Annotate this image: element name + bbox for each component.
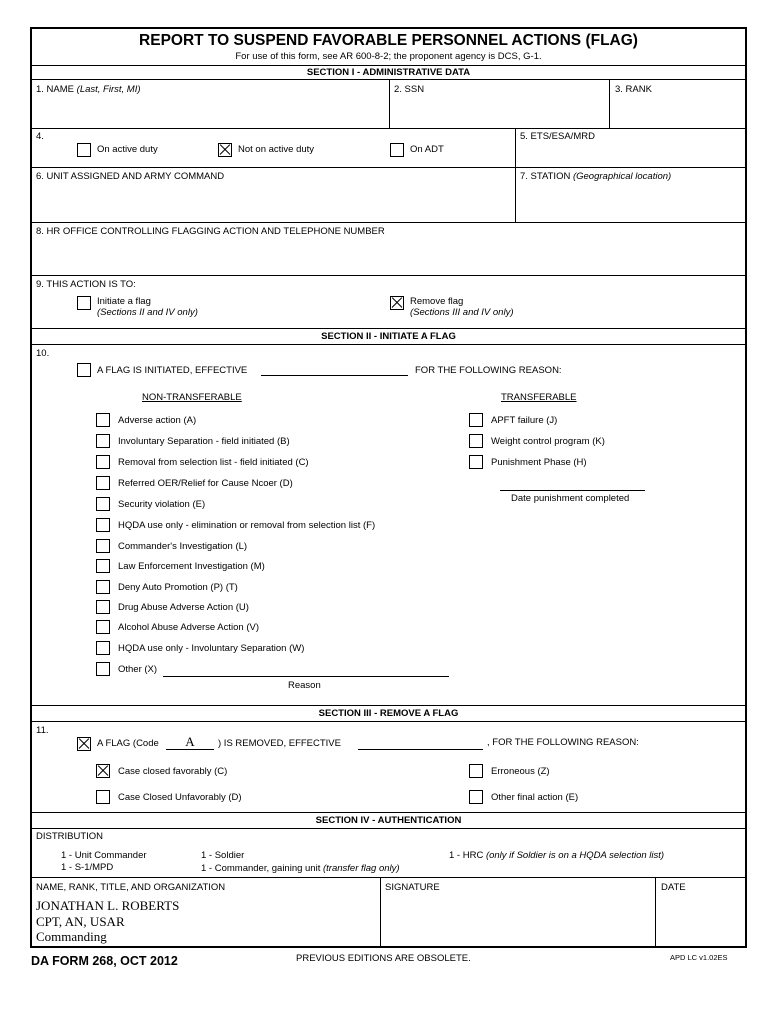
item-4-label: 4. [36,131,44,142]
remove-other-final-action-e-label: Other final action (E) [491,792,579,803]
reason-security-violation-e-label: Security violation (E) [118,499,206,510]
dist-unit-commander: 1 - Unit Commander [61,850,147,861]
other-reason-field[interactable] [163,676,449,677]
remove-erroneous-z-label: Erroneous (Z) [491,766,550,777]
remove-erroneous-z-checkbox[interactable] [469,764,483,778]
name-label: 1. NAME (Last, First, MI) [36,84,141,95]
reason-commander-s-investigation-l-checkbox[interactable] [96,539,110,553]
unit-label: 6. UNIT ASSIGNED AND ARMY COMMAND [36,171,225,182]
initiated-reason-label: FOR THE FOLLOWING REASON: [415,365,562,376]
flag-initiated-label: A FLAG IS INITIATED, EFFECTIVE [97,365,248,376]
initiate-flag-checkbox[interactable] [77,296,91,310]
rank-label: 3. RANK [615,84,652,95]
not-on-active-duty-checkbox[interactable] [218,143,232,157]
reason-referred-oer-relief-for-cause-ncoer-d-checkbox[interactable] [96,476,110,490]
flag-removed-checkbox[interactable] [77,737,91,751]
reason-other-x-label: Other (X) [118,664,158,675]
unit-field[interactable] [36,184,510,220]
reason-punishment-phase-h-label: Punishment Phase (H) [491,457,587,468]
flag-removed-label: ) IS REMOVED, EFFECTIVE [218,738,341,749]
date-field[interactable] [660,895,744,945]
transferable-heading: TRANSFERABLE [501,392,577,403]
flag-code-underline [166,749,214,750]
punishment-date-field[interactable] [500,490,645,491]
remove-case-closed-unfavorably-d-checkbox[interactable] [96,790,110,804]
dist-gaining-unit: 1 - Commander, gaining unit (transfer flag only) [201,863,400,874]
reason-drug-abuse-adverse-action-u-label: Drug Abuse Adverse Action (U) [118,602,249,613]
ets-label: 5. ETS/ESA/MRD [520,131,595,142]
form-title: REPORT TO SUSPEND FAVORABLE PERSONNEL ACTIONS (FLAG) [139,32,638,49]
on-adt-label: On ADT [410,144,444,155]
reason-involuntary-separation-field-initiated-b-checkbox[interactable] [96,434,110,448]
reason-adverse-action-a-label: Adverse action (A) [118,415,197,426]
reason-alcohol-abuse-adverse-action-v-label: Alcohol Abuse Adverse Action (V) [118,622,259,633]
station-label: 7. STATION (Geographical location) [520,171,672,182]
flag-initiated-checkbox[interactable] [77,363,91,377]
section-3-heading: SECTION III - REMOVE A FLAG [318,708,459,719]
ssn-field[interactable] [394,96,606,126]
signer-block[interactable] [36,898,179,945]
reason-hqda-use-only-involuntary-separation-w-label: HQDA use only - Involuntary Separation (W) [118,643,305,654]
action-label: 9. THIS ACTION IS TO: [36,279,136,290]
signature-label: SIGNATURE [385,882,440,893]
name-field[interactable] [36,96,386,126]
form-number: DA FORM 268, OCT 2012 [31,954,178,968]
reason-deny-auto-promotion-p-t-checkbox[interactable] [96,580,110,594]
flag-code-value[interactable]: A [185,734,195,749]
reason-commander-s-investigation-l-label: Commander's Investigation (L) [118,541,248,552]
version-label: APD LC v1.02ES [670,953,728,962]
reason-other-x-checkbox[interactable] [96,662,110,676]
reason-security-violation-e-checkbox[interactable] [96,497,110,511]
reason-alcohol-abuse-adverse-action-v-checkbox[interactable] [96,620,110,634]
reason-apft-failure-j-label: APFT failure (J) [491,415,558,426]
on-active-duty-checkbox[interactable] [77,143,91,157]
reason-involuntary-separation-field-initiated-b-label: Involuntary Separation - field initiated (B) [118,436,290,447]
reason-drug-abuse-adverse-action-u-checkbox[interactable] [96,600,110,614]
reason-deny-auto-promotion-p-t-label: Deny Auto Promotion (P) (T) [118,582,238,593]
reason-apft-failure-j-checkbox[interactable] [469,413,483,427]
ets-field[interactable] [520,143,742,165]
dist-hrc: 1 - HRC (only if Soldier is on a HQDA selection list) [449,850,665,861]
reason-law-enforcement-investigation-m-checkbox[interactable] [96,559,110,573]
station-field[interactable] [520,184,742,220]
removed-effective-date-field[interactable] [358,749,483,750]
removed-reason-label: , FOR THE FOLLOWING REASON: [487,737,639,748]
signer-rank: CPT, AN, USAR [36,913,125,929]
signer-title: Commanding [36,929,107,944]
reason-label: Reason [288,680,321,691]
section-4-heading: SECTION IV - AUTHENTICATION [315,815,462,826]
reason-adverse-action-a-checkbox[interactable] [96,413,110,427]
remove-flag-checkbox[interactable] [390,296,404,310]
remove-flag-label: Remove flag [410,296,464,307]
reason-removal-from-selection-list-field-initiated-c-label: Removal from selection list - field initiated (C) [118,457,309,468]
reason-weight-control-program-k-checkbox[interactable] [469,434,483,448]
date-label: DATE [661,882,686,893]
remove-other-final-action-e-checkbox[interactable] [469,790,483,804]
item-11-label: 11. [36,725,49,736]
punishment-date-label: Date punishment completed [511,493,630,504]
hr-office-label: 8. HR OFFICE CONTROLLING FLAGGING ACTION AND TELEPHONE NUMBER [36,226,385,237]
section-2-heading: SECTION II - INITIATE A FLAG [321,331,456,342]
reason-hqda-use-only-elimination-or-removal-from-selection-list-f-label: HQDA use only - elimination or removal from selection list (F) [118,520,376,531]
dist-s1: 1 - S-1/MPD [61,862,114,873]
form-subtitle: For use of this form, see AR 600-8-2; the proponent agency is DCS, G-1. [235,51,542,62]
section-1-heading: SECTION I - ADMINISTRATIVE DATA [306,67,471,78]
initiated-effective-date-field[interactable] [261,375,408,376]
remove-case-closed-favorably-c-checkbox[interactable] [96,764,110,778]
item-10-label: 10. [36,348,50,359]
on-active-duty-label: On active duty [97,144,158,155]
remove-flag-hint: (Sections III and IV only) [410,307,514,318]
rank-field[interactable] [615,96,743,126]
reason-hqda-use-only-involuntary-separation-w-checkbox[interactable] [96,641,110,655]
reason-weight-control-program-k-label: Weight control program (K) [491,436,605,447]
on-adt-checkbox[interactable] [390,143,404,157]
distribution-label: DISTRIBUTION [36,831,104,842]
initiate-flag-hint: (Sections II and IV only) [97,307,198,318]
remove-case-closed-unfavorably-d-label: Case Closed Unfavorably (D) [118,792,242,803]
name-rank-label: NAME, RANK, TITLE, AND ORGANIZATION [36,882,226,893]
reason-law-enforcement-investigation-m-label: Law Enforcement Investigation (M) [118,561,265,572]
reason-referred-oer-relief-for-cause-ncoer-d-label: Referred OER/Relief for Cause Ncoer (D) [118,478,293,489]
reason-punishment-phase-h-checkbox[interactable] [469,455,483,469]
hr-office-field[interactable] [36,240,742,272]
dist-soldier: 1 - Soldier [201,850,245,861]
obsolete-notice: PREVIOUS EDITIONS ARE OBSOLETE. [296,953,471,964]
initiate-flag-label: Initiate a flag [97,296,151,307]
remove-case-closed-favorably-c-label: Case closed favorably (C) [118,766,228,777]
ssn-label: 2. SSN [394,84,425,95]
signer-name: JONATHAN L. ROBERTS [36,898,180,913]
reason-hqda-use-only-elimination-or-removal-from-selection-list-f-checkbox[interactable] [96,518,110,532]
not-on-active-duty-label: Not on active duty [238,144,315,155]
non-transferable-heading: NON-TRANSFERABLE [142,392,242,403]
signature-field[interactable] [385,895,653,945]
flag-code-label: A FLAG (Code [97,738,159,749]
reason-removal-from-selection-list-field-initiated-c-checkbox[interactable] [96,455,110,469]
